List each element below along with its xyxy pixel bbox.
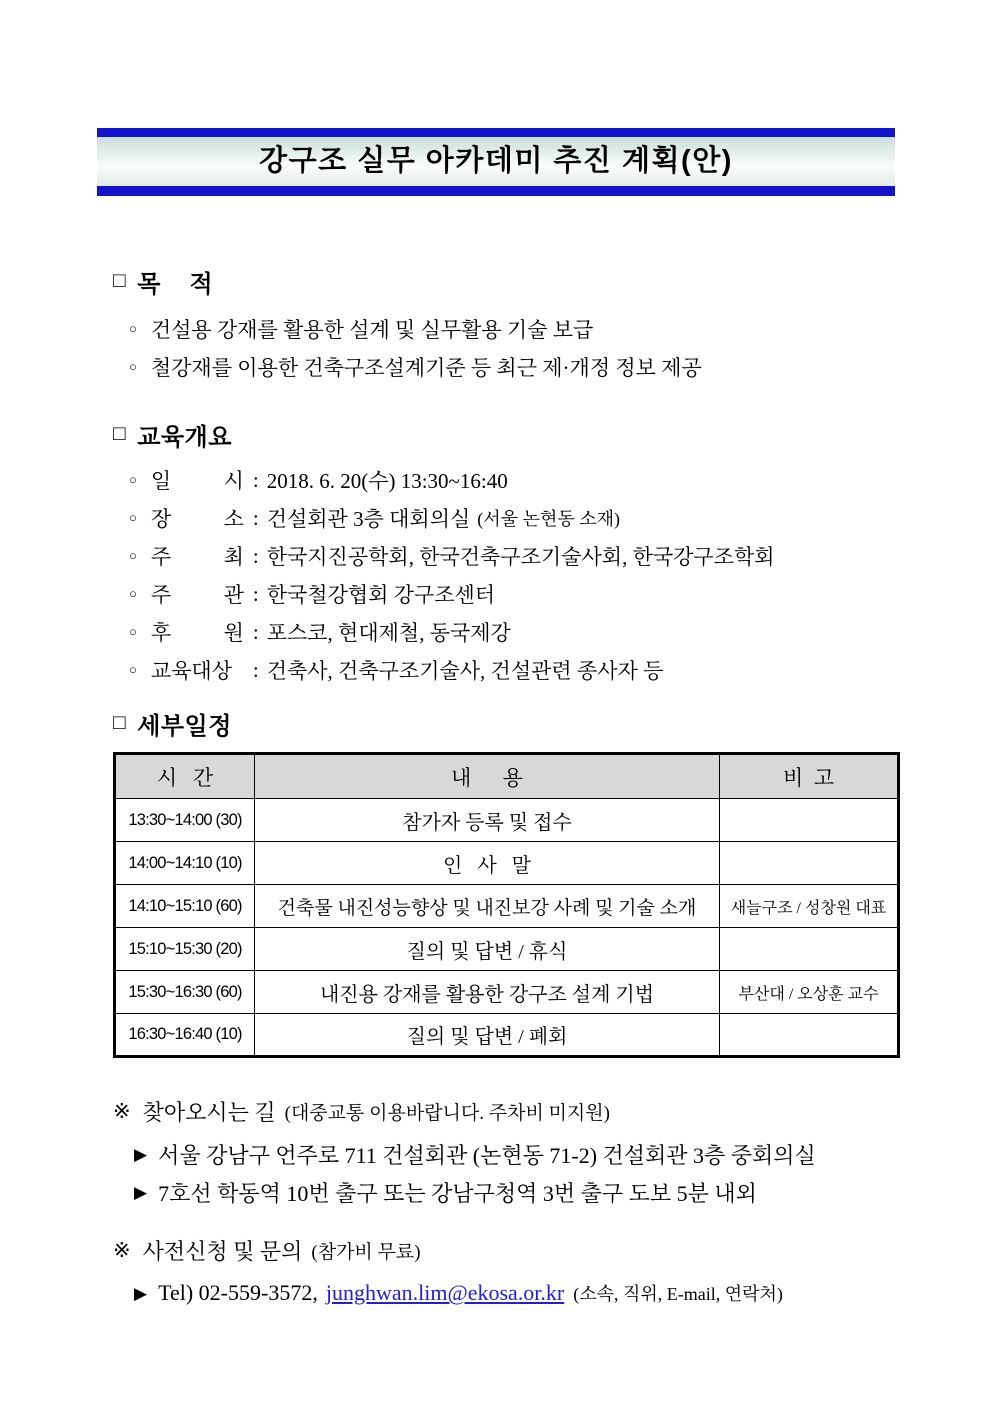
- square-bullet-icon: □: [113, 421, 127, 445]
- reference-mark-icon: ※: [113, 1098, 131, 1123]
- schedule-time: 14:00~14:10 (10): [115, 842, 255, 885]
- page-title: 강구조 실무 아카데미 추진 계획(안): [259, 145, 733, 177]
- schedule-time: 16:30~16:40 (10): [115, 1014, 255, 1057]
- directions-title-note: (대중교통 이용바랍니다. 주차비 미지원): [284, 1102, 610, 1124]
- schedule-content: 질의 및 답변 / 휴식: [255, 928, 720, 971]
- reference-mark-icon: ※: [113, 1237, 131, 1262]
- overview-item-datetime: [129, 461, 515, 499]
- registration-title-note: (참가비 무료): [311, 1241, 421, 1263]
- directions-heading: [113, 1094, 610, 1128]
- schedule-header-content: 내 용: [255, 754, 720, 799]
- table-row: [115, 1014, 899, 1057]
- schedule-content: 내진용 강재를 활용한 강구조 설계 기법: [255, 971, 720, 1014]
- overview-value: 건설회관 3층 대회의실: [266, 507, 471, 531]
- schedule-time: 15:10~15:30 (20): [115, 928, 255, 971]
- contact-email-link[interactable]: junghwan.lim@ekosa.or.kr: [325, 1280, 565, 1305]
- schedule-remark: [720, 842, 899, 885]
- arrow-bullet-icon: ▶: [134, 1284, 148, 1303]
- arrow-bullet-icon: ▶: [134, 1183, 148, 1202]
- overview-value: 한국철강협회 강구조센터: [266, 583, 496, 607]
- circle-bullet-icon: ○: [129, 472, 137, 487]
- overview-label: 장 소: [150, 507, 244, 531]
- purpose-bullet-1: [129, 310, 593, 348]
- overview-label: 교육대상: [150, 659, 233, 683]
- square-bullet-icon: □: [113, 710, 127, 734]
- schedule-content: 참가자 등록 및 접수: [255, 799, 720, 842]
- schedule-remark: 새늘구조 / 성창원 대표: [720, 885, 899, 928]
- overview-label: 주 관: [150, 583, 244, 607]
- circle-bullet-icon: ○: [129, 662, 137, 677]
- table-row: [115, 842, 899, 885]
- contact-tel: Tel) 02-559-3572,: [158, 1280, 318, 1305]
- schedule-time: 15:30~16:30 (60): [115, 971, 255, 1014]
- overview-label: 일 시: [150, 469, 244, 493]
- square-bullet-icon: □: [113, 268, 127, 292]
- colon-separator: :: [252, 581, 259, 606]
- circle-bullet-icon: ○: [129, 359, 137, 374]
- schedule-time: 14:10~15:10 (60): [115, 885, 255, 928]
- schedule-remark: [720, 799, 899, 842]
- schedule-remark: [720, 928, 899, 971]
- overview-item-organizer: [129, 575, 502, 613]
- purpose-bullet-2-text: 철강재를 이용한 건축구조설계기준 등 최근 제·개정 정보 제공: [150, 356, 702, 380]
- overview-label: 주 최: [150, 545, 244, 569]
- section-heading-purpose: [113, 264, 213, 299]
- registration-heading: [113, 1233, 421, 1267]
- overview-value-note: (서울 논현동 소재): [477, 509, 620, 529]
- table-row: [115, 799, 899, 842]
- circle-bullet-icon: ○: [129, 586, 137, 601]
- circle-bullet-icon: ○: [129, 548, 137, 563]
- schedule-header-row: [115, 754, 899, 799]
- section-title-overview: 교육개요: [137, 424, 232, 451]
- circle-bullet-icon: ○: [129, 510, 137, 525]
- section-title-schedule: 세부일정: [137, 713, 232, 740]
- overview-item-host: [129, 537, 782, 575]
- directions-title: 찾아오시는 길: [142, 1099, 276, 1125]
- table-row: [115, 971, 899, 1014]
- overview-value: 건축사, 건축구조기술사, 건설관련 종사자 등: [266, 659, 664, 683]
- colon-separator: :: [252, 505, 259, 530]
- colon-separator: :: [252, 657, 259, 682]
- section-heading-schedule: [113, 706, 232, 741]
- overview-item-venue: [129, 499, 620, 537]
- colon-separator: :: [252, 619, 259, 644]
- title-banner: [97, 128, 895, 196]
- table-row: [115, 928, 899, 971]
- schedule-remark: 부산대 / 오상훈 교수: [720, 971, 899, 1014]
- colon-separator: :: [252, 543, 259, 568]
- schedule-content: 인 사 말: [255, 842, 720, 885]
- overview-value: 포스코, 현대제철, 동국제강: [266, 621, 511, 645]
- schedule-table: [113, 752, 900, 1058]
- purpose-bullet-1-text: 건설용 강재를 활용한 설계 및 실무활용 기술 보급: [150, 318, 594, 342]
- contact-line: [134, 1276, 783, 1310]
- directions-line-2: [134, 1175, 757, 1209]
- section-title-purpose: 목 적: [137, 271, 214, 298]
- overview-item-audience: [129, 651, 670, 689]
- schedule-time: 13:30~14:00 (30): [115, 799, 255, 842]
- circle-bullet-icon: ○: [129, 321, 137, 336]
- overview-value: 2018. 6. 20(수) 13:30~16:40: [266, 469, 508, 493]
- schedule-content: 질의 및 답변 / 폐회: [255, 1014, 720, 1057]
- schedule-header-time: 시 간: [115, 754, 255, 799]
- table-row: [115, 885, 899, 928]
- schedule-remark: [720, 1014, 899, 1057]
- overview-label: 후 원: [150, 621, 244, 645]
- overview-value: 한국지진공학회, 한국건축구조기술사회, 한국강구조학회: [266, 545, 775, 569]
- registration-title: 사전신청 및 문의: [142, 1238, 303, 1264]
- overview-item-sponsor: [129, 613, 518, 651]
- schedule-content: 건축물 내진성능향상 및 내진보강 사례 및 기술 소개: [255, 885, 720, 928]
- colon-separator: :: [252, 467, 259, 492]
- directions-line-1-text: 서울 강남구 언주로 711 건설회관 (논현동 71-2) 건설회관 3층 중회의실: [158, 1142, 816, 1168]
- schedule-header-remark: 비 고: [720, 754, 899, 799]
- directions-line-2-text: 7호선 학동역 10번 출구 또는 강남구청역 3번 출구 도보 5분 내외: [158, 1180, 757, 1206]
- circle-bullet-icon: ○: [129, 624, 137, 639]
- arrow-bullet-icon: ▶: [134, 1145, 148, 1164]
- contact-email-note: (소속, 직위, E-mail, 연락처): [573, 1284, 783, 1304]
- purpose-bullet-2: [129, 348, 702, 386]
- section-heading-overview: [113, 417, 232, 452]
- directions-line-1: [134, 1137, 816, 1171]
